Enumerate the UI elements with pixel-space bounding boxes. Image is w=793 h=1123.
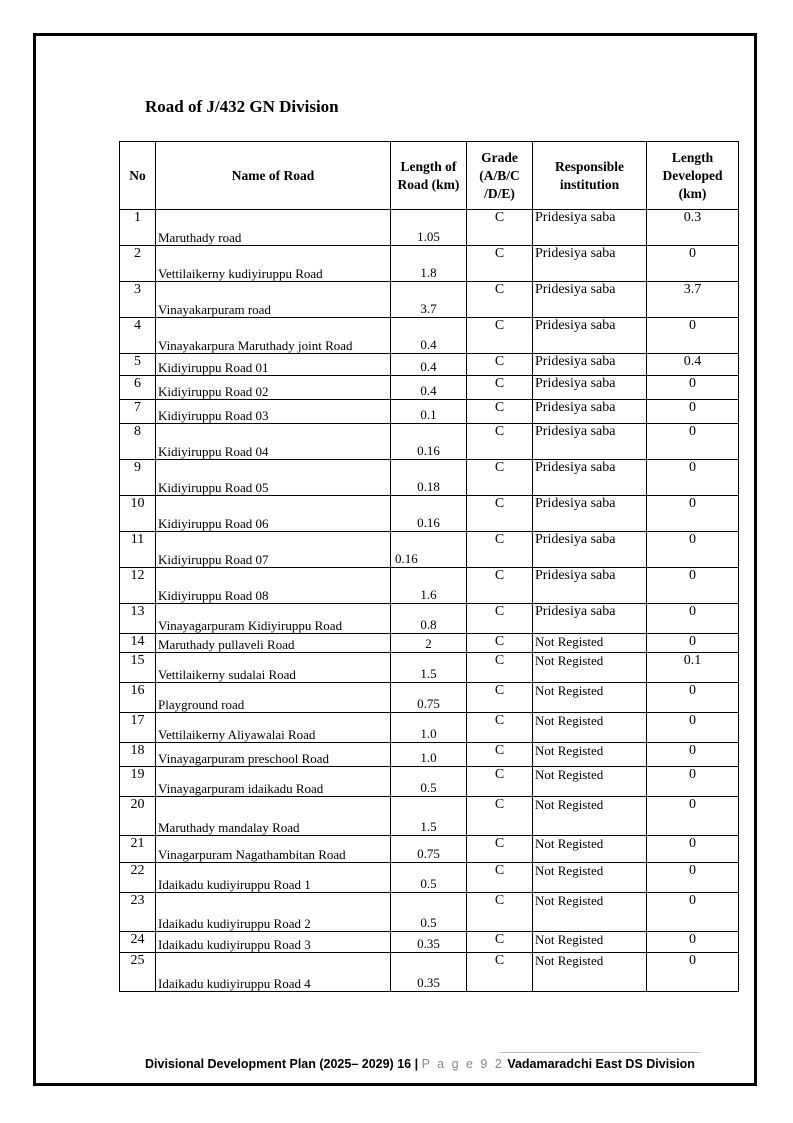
responsible-institution: Not Registed <box>533 767 647 797</box>
responsible-institution: Not Registed <box>533 743 647 767</box>
length-developed: 0 <box>647 743 739 767</box>
road-length: 0.1 <box>391 400 467 424</box>
responsible-institution: Not Registed <box>533 683 647 713</box>
row-no: 20 <box>120 797 156 836</box>
road-grade: C <box>467 893 533 932</box>
road-length: 1.0 <box>391 743 467 767</box>
road-name: Kidiyiruppu Road 01 <box>156 354 391 376</box>
road-length: 0.5 <box>391 767 467 797</box>
road-length: 0.4 <box>391 376 467 400</box>
length-developed: 0 <box>647 767 739 797</box>
table-row <box>120 568 739 604</box>
row-no: 2 <box>120 246 156 282</box>
road-length: 0.16 <box>391 532 467 568</box>
road-grade: C <box>467 653 533 683</box>
table-row <box>120 282 739 318</box>
road-name: Maruthady road <box>156 210 391 246</box>
responsible-institution: Not Registed <box>533 932 647 953</box>
responsible-institution: Not Registed <box>533 836 647 863</box>
road-grade: C <box>467 282 533 318</box>
road-name: Vettilaikerny sudalai Road <box>156 653 391 683</box>
header-no: No <box>120 142 156 210</box>
road-name: Idaikadu kudiyiruppu Road 1 <box>156 863 391 893</box>
responsible-institution: Pridesiya saba <box>533 532 647 568</box>
responsible-institution: Pridesiya saba <box>533 496 647 532</box>
length-developed: 0 <box>647 797 739 836</box>
length-developed: 0 <box>647 836 739 863</box>
road-name: Playground road <box>156 683 391 713</box>
road-name: Vinayagarpuram Kidiyiruppu Road <box>156 604 391 634</box>
road-name: Vinayakarpuram road <box>156 282 391 318</box>
responsible-institution: Not Registed <box>533 953 647 992</box>
row-no: 23 <box>120 893 156 932</box>
responsible-institution: Pridesiya saba <box>533 354 647 376</box>
road-name: Vinayagarpuram preschool Road <box>156 743 391 767</box>
table-row <box>120 210 739 246</box>
road-grade: C <box>467 836 533 863</box>
responsible-institution: Not Registed <box>533 893 647 932</box>
row-no: 10 <box>120 496 156 532</box>
responsible-institution: Not Registed <box>533 713 647 743</box>
footer-separator: | <box>414 1057 419 1071</box>
road-name: Maruthady mandalay Road <box>156 797 391 836</box>
road-length: 0.5 <box>391 893 467 932</box>
responsible-institution: Pridesiya saba <box>533 400 647 424</box>
row-no: 18 <box>120 743 156 767</box>
row-no: 15 <box>120 653 156 683</box>
header-grade: Grade (A/B/C /D/E) <box>467 142 533 210</box>
responsible-institution: Pridesiya saba <box>533 424 647 460</box>
row-no: 3 <box>120 282 156 318</box>
table-row <box>120 604 739 634</box>
table-row <box>120 863 739 893</box>
header-institution: Responsible institution <box>533 142 647 210</box>
length-developed: 3.7 <box>647 282 739 318</box>
road-name: Idaikadu kudiyiruppu Road 3 <box>156 932 391 953</box>
table-header-row <box>120 142 739 210</box>
responsible-institution: Pridesiya saba <box>533 282 647 318</box>
table-row <box>120 376 739 400</box>
road-name: Vinayagarpuram idaikadu Road <box>156 767 391 797</box>
roads-table <box>119 141 739 992</box>
road-name: Idaikadu kudiyiruppu Road 2 <box>156 893 391 932</box>
road-length: 2 <box>391 634 467 653</box>
row-no: 16 <box>120 683 156 713</box>
responsible-institution: Pridesiya saba <box>533 460 647 496</box>
row-no: 13 <box>120 604 156 634</box>
road-name: Vinagarpuram Nagathambitan Road <box>156 836 391 863</box>
row-no: 19 <box>120 767 156 797</box>
length-developed: 0 <box>647 318 739 354</box>
table-row <box>120 634 739 653</box>
responsible-institution: Pridesiya saba <box>533 604 647 634</box>
table-row <box>120 532 739 568</box>
road-grade: C <box>467 953 533 992</box>
road-length: 0.35 <box>391 932 467 953</box>
table-row <box>120 683 739 713</box>
row-no: 24 <box>120 932 156 953</box>
footer-plan: Divisional Development Plan (2025– 2029) 16 <box>145 1057 412 1071</box>
road-length: 1.6 <box>391 568 467 604</box>
road-name: Kidiyiruppu Road 03 <box>156 400 391 424</box>
road-grade: C <box>467 863 533 893</box>
road-grade: C <box>467 713 533 743</box>
header-length: Length of Road (km) <box>391 142 467 210</box>
row-no: 9 <box>120 460 156 496</box>
table-row <box>120 713 739 743</box>
road-grade: C <box>467 460 533 496</box>
road-length: 0.75 <box>391 683 467 713</box>
footer-rule <box>500 1052 700 1053</box>
row-no: 25 <box>120 953 156 992</box>
table-row <box>120 460 739 496</box>
road-length: 0.8 <box>391 604 467 634</box>
length-developed: 0 <box>647 424 739 460</box>
table-row <box>120 836 739 863</box>
road-name: Vinayakarpura Maruthady joint Road <box>156 318 391 354</box>
road-grade: C <box>467 634 533 653</box>
road-length: 1.05 <box>391 210 467 246</box>
page-footer <box>145 1057 695 1071</box>
road-grade: C <box>467 400 533 424</box>
responsible-institution: Pridesiya saba <box>533 210 647 246</box>
length-developed: 0 <box>647 932 739 953</box>
road-name: Kidiyiruppu Road 04 <box>156 424 391 460</box>
table-row <box>120 893 739 932</box>
footer-division: Vadamaradchi East DS Division <box>507 1057 695 1071</box>
row-no: 1 <box>120 210 156 246</box>
length-developed: 0 <box>647 400 739 424</box>
length-developed: 0 <box>647 604 739 634</box>
footer-page-number: P a g e 9 2 <box>421 1057 504 1071</box>
road-length: 0.4 <box>391 318 467 354</box>
road-name: Maruthady pullaveli Road <box>156 634 391 653</box>
table-row <box>120 424 739 460</box>
road-name: Kidiyiruppu Road 08 <box>156 568 391 604</box>
table-row <box>120 767 739 797</box>
row-no: 6 <box>120 376 156 400</box>
length-developed: 0 <box>647 246 739 282</box>
responsible-institution: Pridesiya saba <box>533 246 647 282</box>
road-name: Vettilaikerny kudiyiruppu Road <box>156 246 391 282</box>
road-grade: C <box>467 246 533 282</box>
length-developed: 0 <box>647 863 739 893</box>
road-grade: C <box>467 932 533 953</box>
road-grade: C <box>467 532 533 568</box>
road-grade: C <box>467 318 533 354</box>
road-length: 0.5 <box>391 863 467 893</box>
responsible-institution: Not Registed <box>533 863 647 893</box>
length-developed: 0 <box>647 460 739 496</box>
page-title: Road of J/432 GN Division <box>145 97 339 116</box>
table-row <box>120 246 739 282</box>
road-name: Idaikadu kudiyiruppu Road 4 <box>156 953 391 992</box>
road-name: Kidiyiruppu Road 07 <box>156 532 391 568</box>
road-grade: C <box>467 568 533 604</box>
road-length: 1.8 <box>391 246 467 282</box>
road-grade: C <box>467 743 533 767</box>
road-length: 0.4 <box>391 354 467 376</box>
road-length: 0.16 <box>391 424 467 460</box>
length-developed: 0 <box>647 683 739 713</box>
road-length: 1.0 <box>391 713 467 743</box>
length-developed: 0.1 <box>647 653 739 683</box>
length-developed: 0 <box>647 532 739 568</box>
responsible-institution: Pridesiya saba <box>533 376 647 400</box>
road-grade: C <box>467 376 533 400</box>
length-developed: 0 <box>647 376 739 400</box>
road-length: 1.5 <box>391 653 467 683</box>
row-no: 22 <box>120 863 156 893</box>
road-length: 0.18 <box>391 460 467 496</box>
road-length: 0.75 <box>391 836 467 863</box>
road-length: 3.7 <box>391 282 467 318</box>
road-grade: C <box>467 496 533 532</box>
row-no: 21 <box>120 836 156 863</box>
road-name: Kidiyiruppu Road 05 <box>156 460 391 496</box>
table-row <box>120 400 739 424</box>
table-row <box>120 743 739 767</box>
length-developed: 0 <box>647 496 739 532</box>
road-name: Vettilaikerny Aliyawalai Road <box>156 713 391 743</box>
road-grade: C <box>467 683 533 713</box>
row-no: 5 <box>120 354 156 376</box>
responsible-institution: Not Registed <box>533 797 647 836</box>
table-row <box>120 354 739 376</box>
table-row <box>120 318 739 354</box>
road-name: Kidiyiruppu Road 06 <box>156 496 391 532</box>
road-length: 0.35 <box>391 953 467 992</box>
length-developed: 0 <box>647 893 739 932</box>
road-grade: C <box>467 604 533 634</box>
table-row <box>120 932 739 953</box>
road-grade: C <box>467 767 533 797</box>
table-row <box>120 496 739 532</box>
responsible-institution: Not Registed <box>533 634 647 653</box>
row-no: 12 <box>120 568 156 604</box>
row-no: 7 <box>120 400 156 424</box>
table-row <box>120 797 739 836</box>
row-no: 17 <box>120 713 156 743</box>
length-developed: 0 <box>647 713 739 743</box>
table-row <box>120 953 739 992</box>
length-developed: 0.3 <box>647 210 739 246</box>
responsible-institution: Pridesiya saba <box>533 318 647 354</box>
road-grade: C <box>467 354 533 376</box>
road-grade: C <box>467 210 533 246</box>
road-grade: C <box>467 797 533 836</box>
responsible-institution: Pridesiya saba <box>533 568 647 604</box>
responsible-institution: Not Registed <box>533 653 647 683</box>
row-no: 4 <box>120 318 156 354</box>
table-row <box>120 653 739 683</box>
road-length: 0.16 <box>391 496 467 532</box>
row-no: 8 <box>120 424 156 460</box>
length-developed: 0 <box>647 568 739 604</box>
row-no: 11 <box>120 532 156 568</box>
road-name: Kidiyiruppu Road 02 <box>156 376 391 400</box>
road-grade: C <box>467 424 533 460</box>
road-length: 1.5 <box>391 797 467 836</box>
row-no: 14 <box>120 634 156 653</box>
length-developed: 0.4 <box>647 354 739 376</box>
length-developed: 0 <box>647 953 739 992</box>
length-developed: 0 <box>647 634 739 653</box>
header-name: Name of Road <box>156 142 391 210</box>
header-developed: Length Developed (km) <box>647 142 739 210</box>
